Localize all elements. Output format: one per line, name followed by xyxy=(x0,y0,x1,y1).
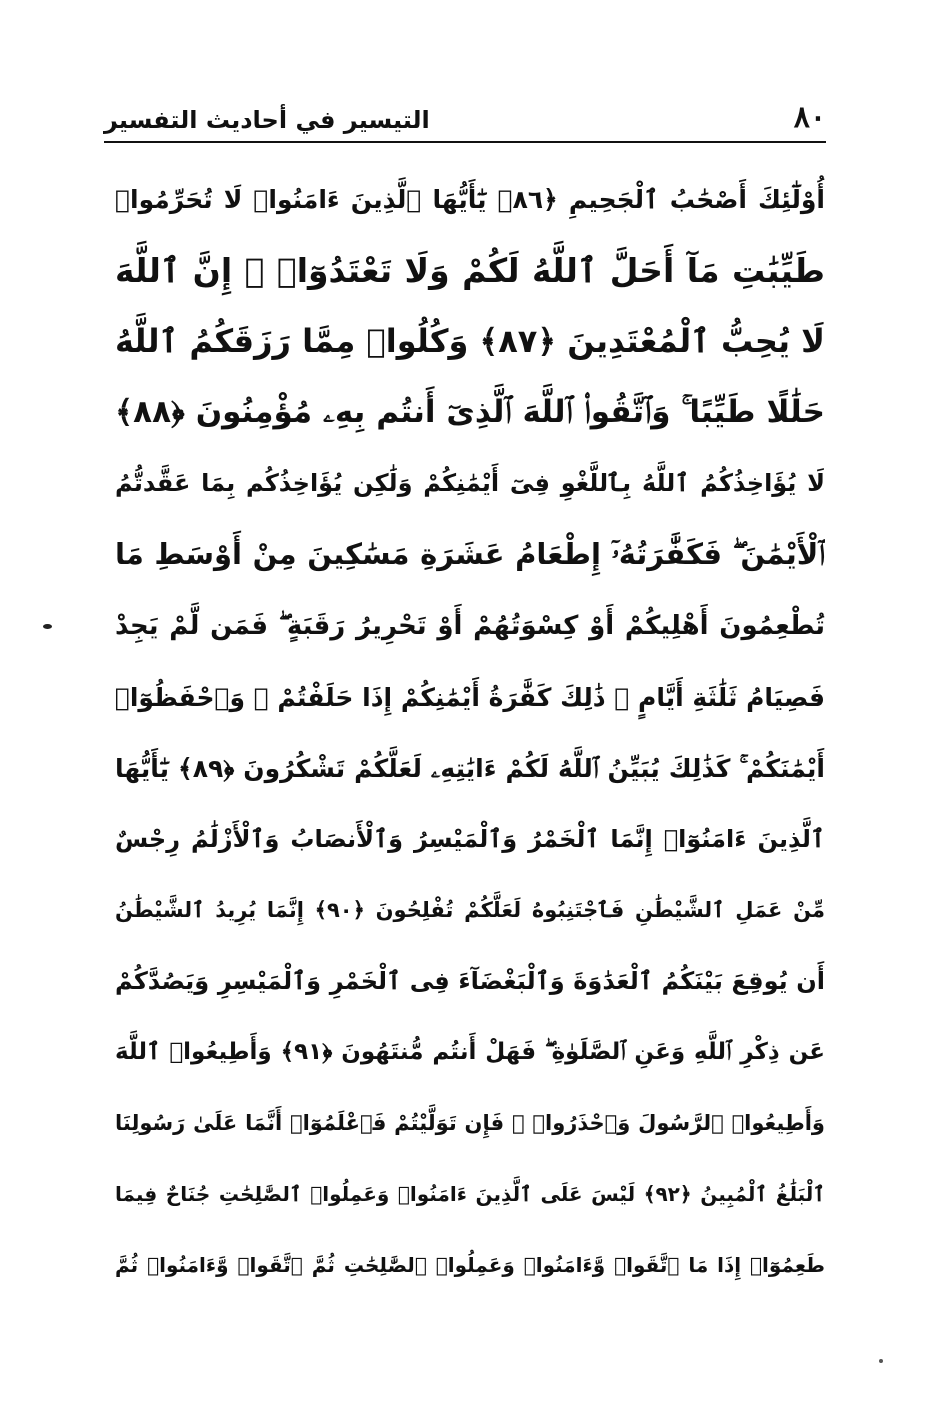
scan-speck xyxy=(879,1359,883,1363)
verse-line: طَعِمُوٓا۟ إِذَا مَا ٱتَّقَوا۟ وَّءَامَنُوا۟ وَعَمِلُوا۟ ٱلصَّٰلِحَٰتِ ثُمَّ ٱتَّقَوا۟ وَّءَامَنُوا۟ ثُمَّ xyxy=(115,1253,825,1278)
verse-line: ٱلْبَلَٰغُ ٱلْمُبِينُ ﴿٩٢﴾ لَيْسَ عَلَى ٱلَّذِينَ ءَامَنُوا۟ وَعَمِلُوا۟ ٱلصَّٰلِحَٰتِ جُنَاحٌ فِيمَا xyxy=(115,1182,825,1207)
verse-line: أَن يُوقِعَ بَيْنَكُمُ ٱلْعَدَٰوَةَ وَٱلْبَغْضَآءَ فِى ٱلْخَمْرِ وَٱلْمَيْسِرِ وَيَصُدَّكُمْ xyxy=(115,967,825,996)
header-divider xyxy=(104,141,826,143)
running-title: التيسير في أحاديث التفسير xyxy=(104,106,430,134)
verse-line: مِّنْ عَمَلِ ٱلشَّيْطَٰنِ فَٱجْتَنِبُوهُ لَعَلَّكُمْ تُفْلِحُونَ ﴿٩٠﴾ إِنَّمَا يُرِيدُ ٱلشَّيْطَٰنُ xyxy=(115,897,825,922)
verse-line: ٱلَّذِينَ ءَامَنُوٓا۟ إِنَّمَا ٱلْخَمْرُ وَٱلْمَيْسِرُ وَٱلْأَنصَابُ وَٱلْأَزْلَٰمُ رِجْسٌ xyxy=(115,824,825,853)
verse-line: تُطْعِمُونَ أَهْلِيكُمْ أَوْ كِسْوَتُهُمْ أَوْ تَحْرِيرُ رَقَبَةٍ ۖ فَمَن لَّمْ يَجِدْ xyxy=(115,610,825,641)
verse-line: ٱلْأَيْمَٰنَ ۖ فَكَفَّٰرَتُهُۥٓ إِطْعَامُ عَشَرَةِ مَسَٰكِينَ مِنْ أَوْسَطِ مَا xyxy=(115,537,825,572)
verse-line: طَيِّبَٰتِ مَآ أَحَلَّ ٱللَّهُ لَكُمْ وَلَا تَعْتَدُوٓا۟ ۚ إِنَّ ٱللَّهَ xyxy=(115,251,825,291)
verse-line: وَأَطِيعُوا۟ ٱلرَّسُولَ وَٱحْذَرُوا۟ ۚ فَإِن تَوَلَّيْتُمْ فَٱعْلَمُوٓا۟ أَنَّمَا عَلَىٰ رَسُولِنَا xyxy=(115,1111,825,1136)
page-header xyxy=(104,100,826,140)
verse-line: فَصِيَامُ ثَلَٰثَةِ أَيَّامٍ ۚ ذَٰلِكَ كَفَّٰرَةُ أَيْمَٰنِكُمْ إِذَا حَلَفْتُمْ ۚ وَٱحْفَظُوٓا۟ xyxy=(115,682,825,712)
scan-speck xyxy=(43,624,52,629)
verse-line: لَا يُؤَاخِذُكُمُ ٱللَّهُ بِٱللَّغْوِ فِىٓ أَيْمَٰنِكُمْ وَلَٰكِن يُؤَاخِذُكُم بِمَا عَقَّدتُّمُ xyxy=(115,469,825,498)
verse-line: عَن ذِكْرِ ٱللَّهِ وَعَنِ ٱلصَّلَوٰةِ ۖ فَهَلْ أَنتُم مُّنتَهُونَ ﴿٩١﴾ وَأَطِيعُوا۟ ٱللَّهَ xyxy=(115,1039,825,1066)
verse-line: أُوْلَٰٓئِكَ أَصْحَٰبُ ٱلْجَحِيمِ ﴿٨٦﴾ يَٰٓأَيُّهَا ٱلَّذِينَ ءَامَنُوا۟ لَا تُحَرِّمُوا۟ xyxy=(115,185,825,214)
page-number: ٨٠ xyxy=(793,100,826,135)
verse-text-block xyxy=(115,164,825,1304)
verse-line: لَا يُحِبُّ ٱلْمُعْتَدِينَ ﴿٨٧﴾ وَكُلُوا۟ مِمَّا رَزَقَكُمُ ٱللَّهُ xyxy=(115,322,825,361)
verse-line: أَيْمَٰنَكُمْ ۚ كَذَٰلِكَ يُبَيِّنُ ٱللَّهُ لَكُمْ ءَايَٰتِهِۦ لَعَلَّكُمْ تَشْكُرُونَ ﴿٨٩﴾ يَٰٓأَيُّهَا xyxy=(115,753,825,783)
verse-line: حَلَٰلًا طَيِّبًا ۚ وَٱتَّقُوا۟ ٱللَّهَ ٱلَّذِىٓ أَنتُم بِهِۦ مُؤْمِنُونَ ﴿٨٨﴾ xyxy=(115,394,825,431)
